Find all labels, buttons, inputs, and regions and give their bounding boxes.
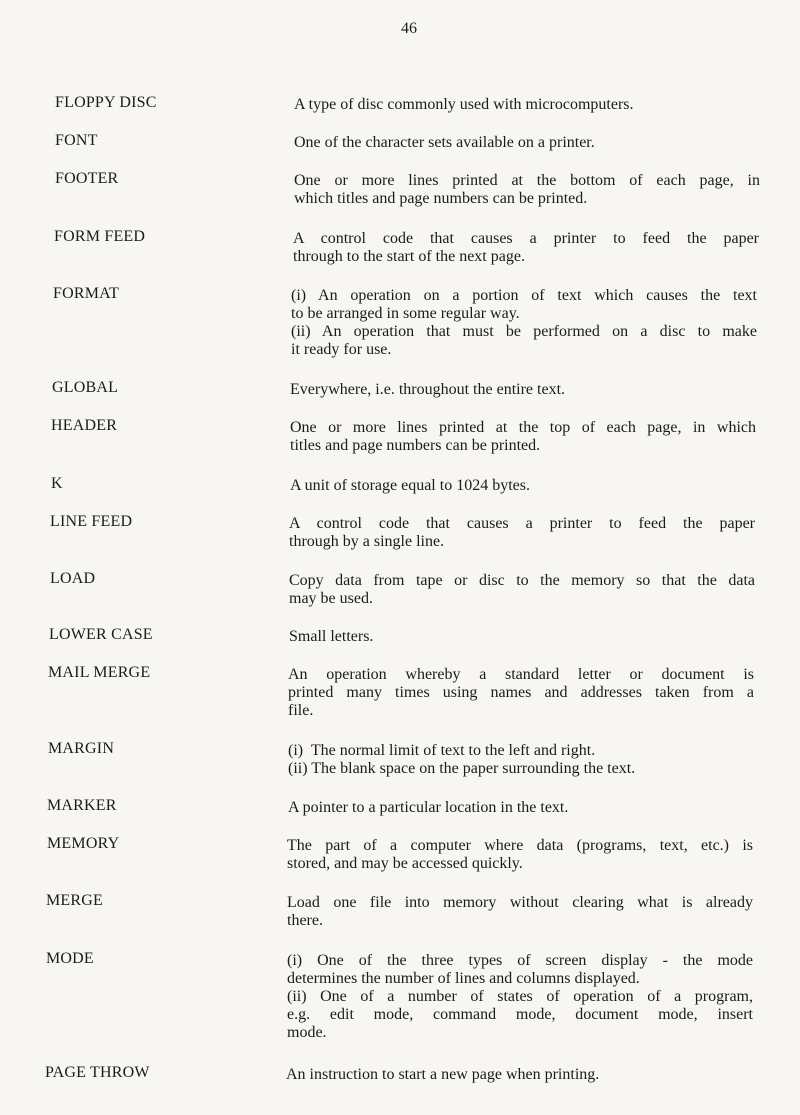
definition-line: stored, and may be accessed quickly. [287, 855, 523, 872]
glossary-definition [290, 381, 756, 399]
glossary-term: MERGE [46, 892, 103, 909]
definition-line: An instruction to start a new page when printing. [286, 1066, 600, 1083]
glossary-definition [291, 287, 757, 359]
definition-line: (ii) The blank space on the paper surrounding the text. [288, 760, 636, 777]
definition-line: (i) One of the three types of screen display - the mode [287, 952, 753, 969]
definition-line: The part of a computer where data (programs, text, etc.) is [287, 837, 753, 854]
definition-line: printed many times using names and addresses taken from a [288, 684, 754, 701]
glossary-definition [287, 837, 753, 873]
glossary-definition [294, 134, 760, 152]
glossary-term: HEADER [51, 417, 118, 434]
definition-line: Copy data from tape or disc to the memory so that the data [289, 572, 755, 589]
glossary-term: MODE [46, 950, 94, 967]
definition-line: which titles and page numbers can be printed. [294, 190, 588, 207]
definition-line: (ii) An operation that must be performed on a disc to make [291, 323, 757, 340]
glossary-term: PAGE THROW [45, 1064, 150, 1081]
definition-line: Everywhere, i.e. throughout the entire text. [290, 381, 566, 398]
glossary-term: LOWER CASE [49, 626, 153, 643]
definition-line: (i) The normal limit of text to the left and right. [288, 742, 596, 759]
glossary-term: FORMAT [53, 285, 120, 302]
glossary-term: MAIL MERGE [48, 664, 151, 681]
definition-line: may be used. [289, 590, 373, 607]
glossary-definition [290, 419, 756, 455]
page-number: 46 [401, 20, 417, 37]
glossary-definition [290, 477, 756, 495]
definition-line: One of the character sets available on a printer. [294, 134, 595, 151]
definition-line: A control code that causes a printer to feed the paper [289, 515, 755, 532]
definition-line: mode. [287, 1024, 327, 1041]
glossary-term: MARKER [47, 797, 117, 814]
definition-line: e.g. edit mode, command mode, document mode, insert [287, 1006, 753, 1023]
glossary-definition [288, 742, 754, 778]
glossary-term: LOAD [50, 570, 96, 587]
glossary-definition [287, 894, 753, 930]
definition-line: One or more lines printed at the top of each page, in which [290, 419, 756, 436]
glossary-definition [288, 799, 754, 817]
definition-line: Load one file into memory without clearing what is already [287, 894, 753, 911]
definition-line: A type of disc commonly used with microcomputers. [294, 96, 634, 113]
definition-line: One or more lines printed at the bottom of each page, in [294, 172, 760, 189]
glossary-term: LINE FEED [50, 513, 133, 530]
definition-line: A pointer to a particular location in the text. [288, 799, 569, 816]
definition-line: A control code that causes a printer to feed the paper [293, 230, 759, 247]
glossary-definition [286, 1066, 752, 1084]
glossary-term: MARGIN [48, 740, 115, 757]
glossary-definition [294, 172, 760, 208]
definition-line: it ready for use. [291, 341, 392, 358]
glossary-definition [289, 572, 755, 608]
glossary-definition [294, 96, 760, 114]
definition-line: there. [287, 912, 323, 929]
glossary-definition [287, 952, 753, 1042]
glossary-term: FOOTER [55, 170, 119, 187]
glossary-definition [288, 666, 754, 720]
glossary-term: FORM FEED [54, 228, 146, 245]
definition-line: Small letters. [289, 628, 374, 645]
definition-line: titles and page numbers can be printed. [290, 437, 541, 454]
glossary-definition [289, 515, 755, 551]
definition-line: to be arranged in some regular way. [291, 305, 520, 322]
glossary-definition [289, 628, 755, 646]
definition-line: determines the number of lines and columns displayed. [287, 970, 640, 987]
definition-line: (i) An operation on a portion of text which causes the text [291, 287, 757, 304]
definition-line: An operation whereby a standard letter or document is [288, 666, 754, 683]
glossary-term: FLOPPY DISC [55, 94, 157, 111]
definition-line: (ii) One of a number of states of operation of a program, [287, 988, 753, 1005]
glossary-term: FONT [55, 132, 98, 149]
definition-line: A unit of storage equal to 1024 bytes. [290, 477, 530, 494]
glossary-term: GLOBAL [52, 379, 119, 396]
definition-line: through by a single line. [289, 533, 445, 550]
definition-line: through to the start of the next page. [293, 248, 525, 265]
glossary-definition [293, 230, 759, 266]
glossary-term: MEMORY [47, 835, 120, 852]
definition-line: file. [288, 702, 314, 719]
glossary-term: K [51, 475, 63, 492]
